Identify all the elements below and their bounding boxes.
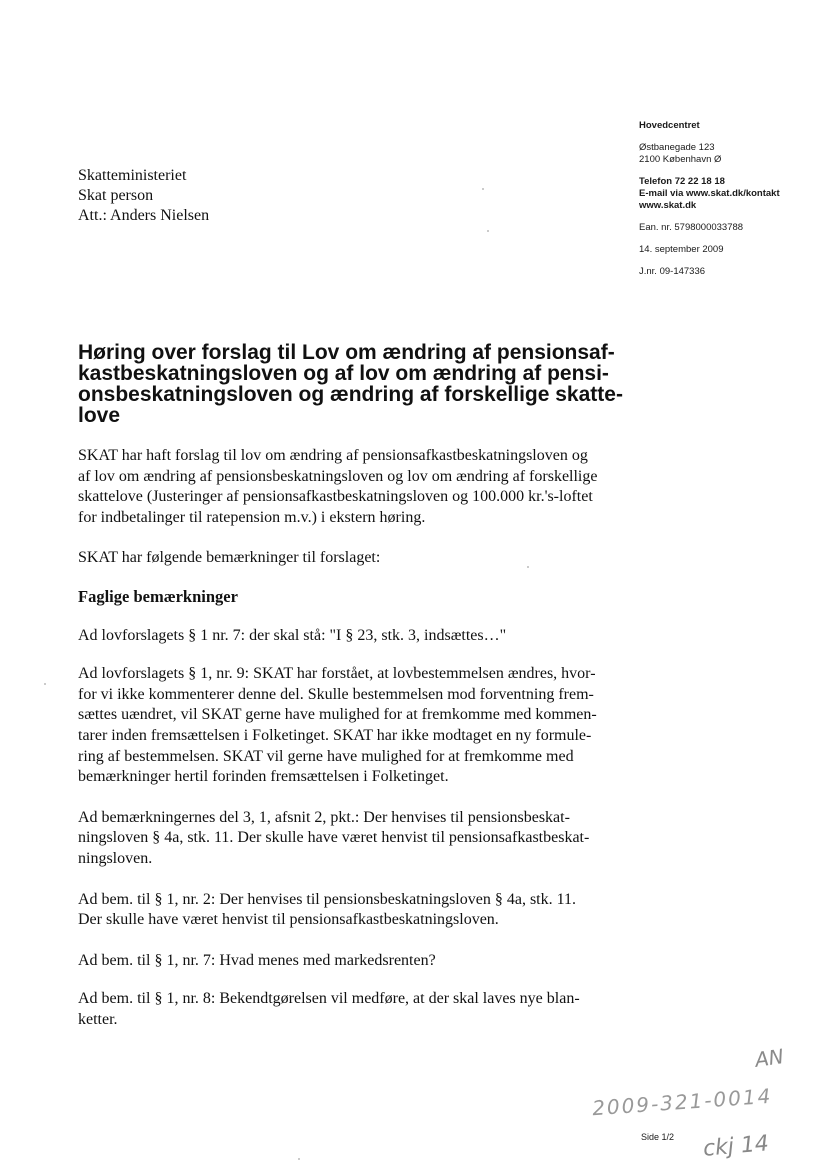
handwritten-signature: ckj 14: [702, 1131, 770, 1162]
sender-website: www.skat.dk: [639, 200, 697, 211]
letter-title: [78, 342, 638, 426]
letter-date: 14. september 2009: [639, 244, 724, 255]
sender-email: E-mail via www.skat.dk/kontakt: [639, 188, 780, 199]
recipient-line: Skatteministeriet: [78, 167, 187, 184]
title-line: kastbeskatningsloven og af lov om ændring af pensi-: [78, 362, 609, 385]
handwritten-initials: AN: [753, 1044, 786, 1072]
remark-paragraph: Ad bem. til § 1, nr. 2: Der henvises til pensionsbeskatningsloven § 4a, stk. 11. Der skulle have været henvist til pensionsafkastbeskatningsloven.: [78, 890, 577, 929]
sender-block: [639, 120, 819, 278]
scan-speck: [298, 1158, 300, 1160]
scan-speck: [482, 188, 484, 190]
scan-speck: [44, 683, 46, 685]
remark-paragraph: Ad lovforslagets § 1, nr. 9: SKAT har forstået, at lovbestemmelsen ændres, hvor- for vi ikke kommenterer denne del. Skulle bestemmelsen mod forventning frem- sættes uændret, vil SKAT gerne have mulighed for at fremkomme med kommen- tarer inden fremsættelsen i Folketinget. SKAT har ikke modtaget en ny formule- ring af bestemmelsen. SKAT vil gerne have mulighed for at fremkomme med bemærkninger hertil forinden fremsættelsen i Folketinget.: [78, 665, 597, 786]
sender-street: Østbanegade 123: [639, 142, 715, 153]
journal-number: J.nr. 09-147336: [639, 266, 706, 277]
page-number: Side 1/2: [641, 1132, 675, 1142]
remark-paragraph: Ad bemærkningernes del 3, 1, afsnit 2, pkt.: Der henvises til pensionsbeskat- ningsloven § 4a, stk. 11. Der skulle have været henvist til pensionsafkastbeskat- ningsloven.: [78, 808, 590, 867]
recipient-line: Att.: Anders Nielsen: [78, 207, 210, 224]
recipient-block: [78, 166, 209, 226]
sender-city: 2100 København Ø: [639, 154, 722, 165]
sender-ean: Ean. nr. 5798000033788: [639, 222, 744, 233]
section-heading: Faglige bemærkninger: [78, 586, 238, 606]
remark-paragraph: Ad bem. til § 1, nr. 8: Bekendtgørelsen vil medføre, at der skal laves nye blan- ketter.: [78, 990, 580, 1028]
recipient-line: Skat person: [78, 187, 154, 204]
remarks-intro: SKAT har følgende bemærkninger til forslaget:: [78, 549, 381, 567]
title-line: love: [78, 404, 121, 427]
intro-paragraph: SKAT har haft forslag til lov om ændring af pensionsafkastbeskatningsloven og af lov om ændring af pensionsbeskatningsloven og lov om ændring af forskellige skattelove (Justeringer af pensionsafkastbeskatningsloven og 100.000 kr.'s-loftet for indbetalinger til ratepension m.v.) i ekstern høring.: [78, 447, 598, 526]
letter-body: [78, 446, 618, 1050]
sender-department: Hovedcentret: [639, 120, 700, 131]
remark-paragraph: Ad lovforslagets § 1 nr. 7: der skal stå: "I § 23, stk. 3, indsættes…": [78, 626, 507, 644]
scan-speck: [487, 230, 489, 232]
scan-speck: [527, 566, 529, 568]
handwritten-case-number: 2009-321-0014: [591, 1083, 774, 1121]
sender-phone: Telefon 72 22 18 18: [639, 176, 725, 187]
title-line: Høring over forslag til Lov om ændring af pensionsaf-: [78, 341, 615, 364]
remark-paragraph: Ad bem. til § 1, nr. 7: Hvad menes med markedsrenten?: [78, 951, 436, 969]
title-line: onsbeskatningsloven og ændring af forskellige skatte-: [78, 383, 623, 406]
